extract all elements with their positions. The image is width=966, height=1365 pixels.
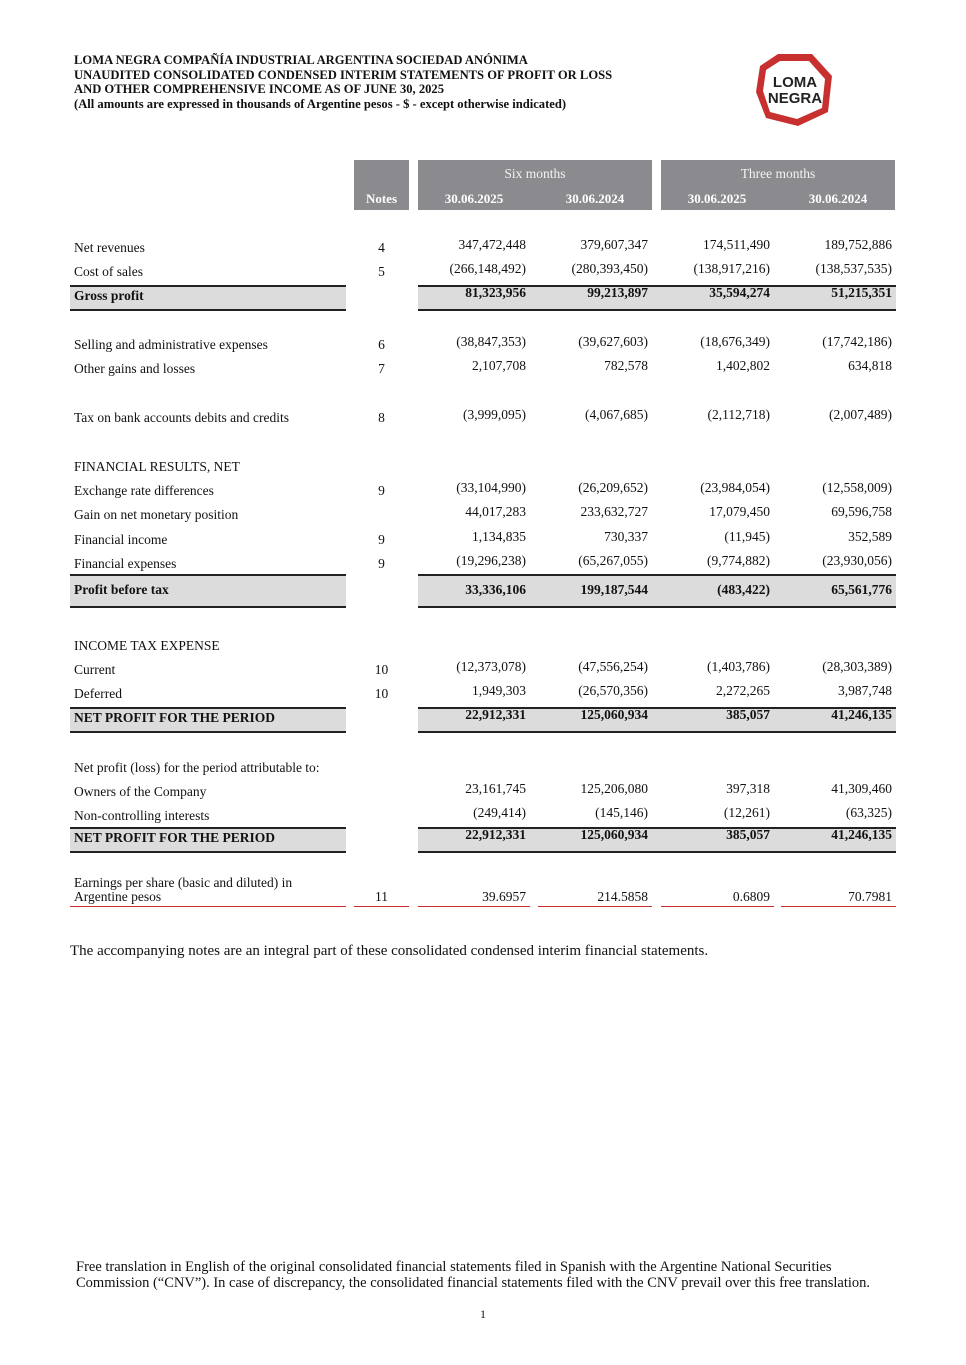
eps-value-underline <box>418 906 530 907</box>
row-other-gains-and-losses-value: 1,402,802 <box>716 358 770 373</box>
notes-column-header: Notes <box>365 191 398 206</box>
row-gain-on-net-monetary-position-value: 44,017,283 <box>465 504 526 519</box>
row-net-profit-for-the-period-value: 385,057 <box>726 707 770 722</box>
row-net-profit-for-the-period-top-rule <box>70 827 346 829</box>
row-cost-of-sales-value: (138,917,216) <box>693 261 770 276</box>
row-deferred-value: (26,570,356) <box>578 683 648 698</box>
row-net-profit-for-the-period-values-bottom-rule <box>418 731 896 733</box>
row-current-value: (1,403,786) <box>707 659 770 674</box>
row-selling-and-administrative-expenses-value: (18,676,349) <box>700 334 770 349</box>
row-net-profit-for-the-period-value: 125,060,934 <box>580 707 648 722</box>
row-profit-before-tax-values-bottom-rule <box>418 606 896 608</box>
row-non-controlling-interests-value: (63,325) <box>845 805 892 820</box>
logo-text-negra: NEGRA <box>767 90 823 107</box>
row-net-profit-for-the-period-value: 41,246,135 <box>831 707 892 722</box>
row-net-profit-for-the-period-label: NET PROFIT FOR THE PERIOD <box>74 830 276 845</box>
row-financial-income-label: Financial income <box>74 532 168 547</box>
three-months-group-header: Three months <box>740 166 816 181</box>
row-cost-of-sales-value: (280,393,450) <box>571 261 648 276</box>
row-financial-income-value: 352,589 <box>848 529 892 544</box>
row-current-value: (47,556,254) <box>578 659 648 674</box>
row-earnings-per-share-basic-and-diluted-in-argentine-pesos-value: 39.6957 <box>482 889 526 904</box>
row-owners-of-the-company-value: 41,309,460 <box>831 781 892 796</box>
row-exchange-rate-differences-value: (12,558,009) <box>822 480 892 495</box>
row-deferred-value: 1,949,303 <box>472 683 526 698</box>
row-profit-before-tax-top-rule <box>70 574 346 576</box>
row-cost-of-sales-value: (138,537,535) <box>815 261 892 276</box>
row-gross-profit-value: 35,594,274 <box>709 285 770 300</box>
row-net-profit-for-the-period-value: 22,912,331 <box>465 827 526 842</box>
row-selling-and-administrative-expenses-value: (38,847,353) <box>456 334 526 349</box>
row-financial-income-value: (11,945) <box>724 529 770 544</box>
row-owners-of-the-company-value: 23,161,745 <box>465 781 526 796</box>
row-profit-before-tax-value: 33,336,106 <box>465 582 526 597</box>
row-other-gains-and-losses-label: Other gains and losses <box>74 361 196 376</box>
row-gain-on-net-monetary-position-label: Gain on net monetary position <box>74 507 239 522</box>
row-profit-before-tax-values-top-rule <box>418 574 896 576</box>
row-earnings-per-share-basic-and-diluted-in-argentine-pesos-value: 70.7981 <box>848 889 892 904</box>
row-selling-and-administrative-expenses-note: 6 <box>378 337 385 352</box>
eps-value-underline <box>781 906 896 907</box>
row-selling-and-administrative-expenses-value: (17,742,186) <box>822 334 892 349</box>
statement-title: UNAUDITED CONSOLIDATED CONDENSED INTERIM STATEMENTS OF PROFIT OR LOSS <box>74 67 613 82</box>
row-exchange-rate-differences-label: Exchange rate differences <box>74 483 214 498</box>
row-non-controlling-interests-value: (249,414) <box>473 805 526 820</box>
row-other-gains-and-losses-value: 782,578 <box>604 358 648 373</box>
row-financial-expenses-value: (19,296,238) <box>456 553 526 568</box>
row-profit-before-tax-label: Profit before tax <box>74 582 169 597</box>
row-net-profit-loss-for-the-period-attributable-to-label: Net profit (loss) for the period attributable to: <box>74 760 320 775</box>
loma-negra-logo <box>754 52 834 128</box>
row-profit-before-tax-bottom-rule <box>70 606 346 608</box>
integral-part-footnote: The accompanying notes are an integral part of these consolidated condensed interim financial statements. <box>70 943 709 959</box>
row-net-profit-for-the-period-value: 41,246,135 <box>831 827 892 842</box>
row-tax-on-bank-accounts-debits-and-credits-note: 8 <box>378 410 385 425</box>
row-profit-before-tax-value: 65,561,776 <box>831 582 892 597</box>
row-owners-of-the-company-value: 397,318 <box>726 781 770 796</box>
eps-label-underline <box>70 906 346 907</box>
period-header-three-2025: 30.06.2025 <box>687 191 747 206</box>
row-financial-expenses-value: (9,774,882) <box>707 553 770 568</box>
row-current-label: Current <box>74 662 116 677</box>
row-current-note: 10 <box>374 662 389 677</box>
row-gross-profit-label: Gross profit <box>74 288 144 303</box>
row-current-value: (12,373,078) <box>456 659 526 674</box>
row-gross-profit-values-bottom-rule <box>418 309 896 311</box>
row-income-tax-expense-label: INCOME TAX EXPENSE <box>74 638 220 653</box>
row-financial-expenses-note: 9 <box>378 556 385 571</box>
row-other-gains-and-losses-note: 7 <box>378 361 385 376</box>
six-months-group-header: Six months <box>504 166 566 181</box>
row-net-revenues-label: Net revenues <box>74 240 145 255</box>
row-gain-on-net-monetary-position-value: 17,079,450 <box>709 504 770 519</box>
row-gain-on-net-monetary-position-value: 69,596,758 <box>831 504 892 519</box>
row-non-controlling-interests-value: (12,261) <box>723 805 770 820</box>
row-financial-expenses-label: Financial expenses <box>74 556 177 571</box>
row-cost-of-sales-value: (266,148,492) <box>449 261 526 276</box>
row-current-value: (28,303,389) <box>822 659 892 674</box>
row-owners-of-the-company-value: 125,206,080 <box>580 781 648 796</box>
row-gross-profit-value: 99,213,897 <box>587 285 648 300</box>
row-cost-of-sales-note: 5 <box>378 264 385 279</box>
row-financial-income-note: 9 <box>378 532 385 547</box>
statement-subtitle: AND OTHER COMPREHENSIVE INCOME AS OF JUNE 30, 2025 <box>74 82 445 96</box>
row-tax-on-bank-accounts-debits-and-credits-value: (2,007,489) <box>829 407 892 422</box>
row-earnings-per-share-basic-and-diluted-in-argentine-pesos-value: 0.6809 <box>732 889 770 904</box>
row-net-profit-for-the-period-label: NET PROFIT FOR THE PERIOD <box>74 710 276 725</box>
row-net-profit-for-the-period-values-bottom-rule <box>418 851 896 853</box>
row-financial-expenses-value: (65,267,055) <box>578 553 648 568</box>
row-exchange-rate-differences-value: (26,209,652) <box>578 480 648 495</box>
row-profit-before-tax-value: (483,422) <box>717 582 770 597</box>
period-header-six-2025: 30.06.2025 <box>444 191 504 206</box>
row-net-profit-for-the-period-bottom-rule <box>70 731 346 733</box>
eps-value-underline <box>538 906 652 907</box>
row-gross-profit-value: 51,215,351 <box>831 285 892 300</box>
row-tax-on-bank-accounts-debits-and-credits-value: (3,999,095) <box>463 407 526 422</box>
row-net-profit-for-the-period-top-rule <box>70 707 346 709</box>
row-exchange-rate-differences-note: 9 <box>378 483 385 498</box>
row-owners-of-the-company-label: Owners of the Company <box>74 784 207 799</box>
row-tax-on-bank-accounts-debits-and-credits-label: Tax on bank accounts debits and credits <box>74 410 289 425</box>
logo-text-loma: LOMA <box>772 74 818 91</box>
row-net-revenues-value: 379,607,347 <box>580 237 648 252</box>
row-financial-income-value: 1,134,835 <box>472 529 526 544</box>
row-net-revenues-value: 347,472,448 <box>458 237 526 252</box>
row-gross-profit-top-rule <box>70 285 346 287</box>
row-exchange-rate-differences-value: (33,104,990) <box>456 480 526 495</box>
row-gain-on-net-monetary-position-value: 233,632,727 <box>580 504 648 519</box>
row-gross-profit-value: 81,323,956 <box>465 285 526 300</box>
row-net-profit-for-the-period-value: 22,912,331 <box>465 707 526 722</box>
row-other-gains-and-losses-value: 2,107,708 <box>472 358 526 373</box>
row-tax-on-bank-accounts-debits-and-credits-value: (4,067,685) <box>585 407 648 422</box>
row-earnings-per-share-basic-and-diluted-in-argentine-pesos-label: Earnings per share (basic and diluted) in Argentine pesos <box>74 875 293 904</box>
row-deferred-note: 10 <box>374 686 389 701</box>
amounts-note: (All amounts are expressed in thousands of Argentine pesos - $ - except otherwise indicated) <box>74 96 567 111</box>
row-earnings-per-share-basic-and-diluted-in-argentine-pesos-note: 11 <box>375 889 388 904</box>
row-net-profit-for-the-period-bottom-rule <box>70 851 346 853</box>
row-net-revenues-note: 4 <box>378 240 385 255</box>
row-selling-and-administrative-expenses-value: (39,627,603) <box>578 334 648 349</box>
row-net-revenues-value: 189,752,886 <box>824 237 892 252</box>
row-net-profit-for-the-period-value: 125,060,934 <box>580 827 648 842</box>
row-financial-expenses-value: (23,930,056) <box>822 553 892 568</box>
row-deferred-label: Deferred <box>74 686 122 701</box>
eps-note-underline <box>354 906 409 907</box>
row-financial-income-value: 730,337 <box>604 529 648 544</box>
row-exchange-rate-differences-value: (23,984,054) <box>700 480 770 495</box>
row-financial-results-net-label: FINANCIAL RESULTS, NET <box>74 459 240 474</box>
period-header-six-2024: 30.06.2024 <box>565 191 625 206</box>
row-earnings-per-share-basic-and-diluted-in-argentine-pesos-value: 214.5858 <box>597 889 648 904</box>
row-other-gains-and-losses-value: 634,818 <box>848 358 892 373</box>
row-selling-and-administrative-expenses-label: Selling and administrative expenses <box>74 337 268 352</box>
row-profit-before-tax-value: 199,187,544 <box>580 582 648 597</box>
row-gross-profit-bottom-rule <box>70 309 346 311</box>
period-header-three-2024: 30.06.2024 <box>808 191 868 206</box>
row-non-controlling-interests-label: Non-controlling interests <box>74 808 210 823</box>
company-name: LOMA NEGRA COMPAÑÍA INDUSTRIAL ARGENTINA SOCIEDAD ANÓNIMA <box>74 53 528 67</box>
page-number: 1 <box>480 1307 486 1321</box>
translation-disclaimer: Free translation in English of the original consolidated financial statements filed in Spanish with the Argentine National Securities Commission (“CNV”). In case of discrepancy, the consolidated financial statements filed with the CNV prevail over this free translation. <box>76 1259 871 1291</box>
row-net-revenues-value: 174,511,490 <box>703 237 770 252</box>
document-header <box>74 53 754 111</box>
row-cost-of-sales-label: Cost of sales <box>74 264 143 279</box>
row-tax-on-bank-accounts-debits-and-credits-value: (2,112,718) <box>707 407 770 422</box>
eps-value-underline <box>661 906 774 907</box>
row-non-controlling-interests-value: (145,146) <box>595 805 648 820</box>
row-deferred-value: 2,272,265 <box>716 683 770 698</box>
row-net-profit-for-the-period-value: 385,057 <box>726 827 770 842</box>
row-deferred-value: 3,987,748 <box>838 683 892 698</box>
